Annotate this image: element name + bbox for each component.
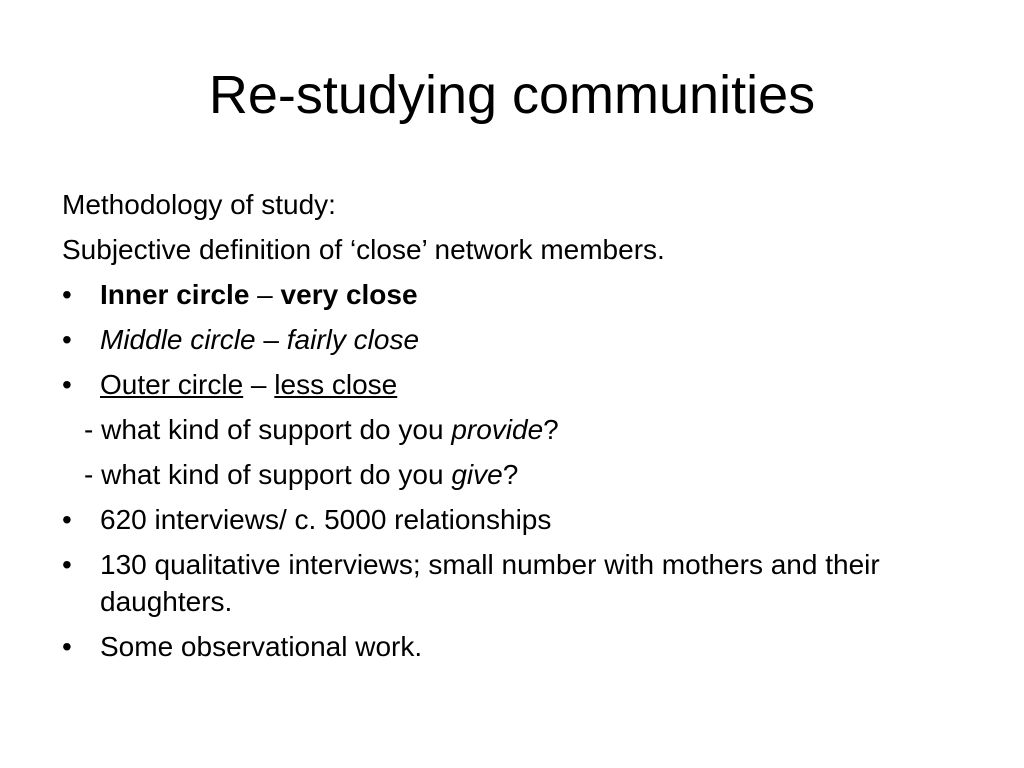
question-suffix: ? [543,414,559,445]
intro-definition: Subjective definition of ‘close’ network members. [62,234,665,265]
bullet-dot: • [62,324,72,355]
question-provide [62,407,962,452]
bullet-interview-count [62,497,962,542]
intro-methodology: Methodology of study: [62,189,336,220]
middle-circle-separator: – [255,324,287,355]
bullet-dot: • [62,369,72,400]
inner-circle-separator: – [249,279,281,310]
bullet-observational-work [62,624,962,669]
bullet-middle-circle [62,317,962,362]
question-suffix: ? [502,459,519,490]
fact-text: 620 interviews/ c. 5000 relationships [100,504,552,535]
bullet-outer-circle [62,362,962,407]
question-prefix: - what kind of support do you [84,414,452,445]
fact-text: 130 qualitative interviews; small number with mothers and their daughters. [100,549,880,617]
question-emphasis: provide [451,414,544,445]
outer-circle-label: Outer circle [100,369,244,400]
fact-text: Some observational work. [100,631,423,662]
question-emphasis: give [451,459,503,490]
bullet-dot: • [62,504,72,535]
bullet-dot: • [62,279,72,310]
slide-body [62,182,962,669]
bullet-inner-circle [62,272,962,317]
inner-circle-desc: very close [280,279,418,310]
question-give [62,452,962,497]
outer-circle-desc: less close [274,369,398,400]
middle-circle-label: Middle circle [100,324,256,355]
bullet-dot: • [62,549,72,580]
middle-circle-desc: fairly close [286,324,420,355]
inner-circle-label: Inner circle [100,279,250,310]
bullet-dot: • [62,631,72,662]
question-prefix: - what kind of support do you [84,459,452,490]
bullet-qualitative-interviews [62,542,962,624]
slide-title: Re-studying communities [208,65,816,125]
outer-circle-separator: – [243,369,275,400]
